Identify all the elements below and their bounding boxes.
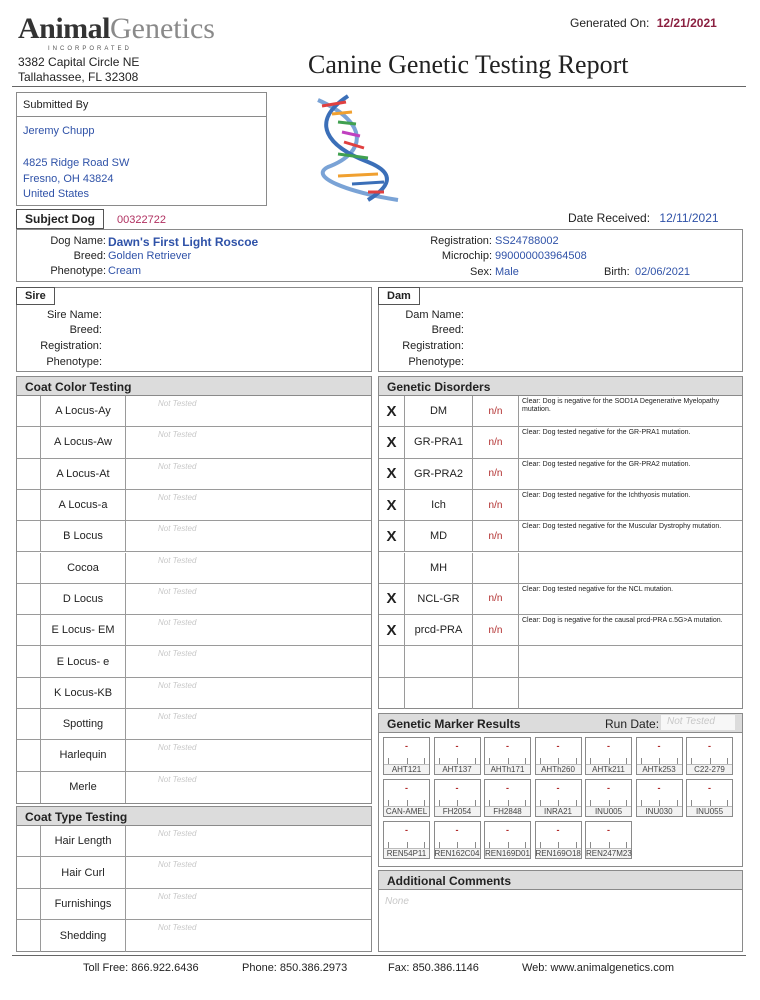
dam-registration-label: Registration: bbox=[402, 340, 464, 352]
marker-value: - bbox=[556, 825, 560, 835]
submitted-by-header: Submitted By bbox=[17, 93, 266, 117]
check-cell bbox=[17, 740, 41, 770]
marker-cell bbox=[535, 821, 582, 859]
coat-type-header: Coat Type Testing bbox=[16, 806, 372, 826]
logo-animal: Animal bbox=[18, 12, 111, 45]
check-cell bbox=[17, 553, 41, 583]
marker-value: - bbox=[708, 741, 711, 751]
test-name: A Locus-Ay bbox=[41, 396, 126, 426]
test-row bbox=[17, 740, 371, 771]
test-row bbox=[17, 553, 371, 584]
test-result: Not Tested bbox=[158, 891, 197, 901]
disorder-row bbox=[379, 490, 742, 521]
company-address-line2: Tallahassee, FL 32308 bbox=[18, 70, 139, 84]
generated-on bbox=[570, 16, 717, 30]
test-row bbox=[17, 678, 371, 709]
test-result: Not Tested bbox=[158, 399, 197, 408]
generated-label: Generated On: bbox=[570, 16, 650, 30]
check-cell bbox=[17, 521, 41, 551]
tested-mark: X bbox=[379, 427, 405, 457]
test-row bbox=[17, 920, 371, 951]
check-cell bbox=[17, 826, 41, 856]
marker-cell bbox=[636, 737, 683, 775]
disorder-row bbox=[379, 615, 742, 646]
dog-name-value: Dawn's First Light Roscoe bbox=[108, 235, 259, 249]
marker-value: - bbox=[405, 741, 408, 751]
test-name: Spotting bbox=[41, 709, 126, 739]
disorder-row bbox=[379, 459, 742, 490]
check-cell bbox=[17, 459, 41, 489]
disorder-result: n/n bbox=[473, 584, 519, 614]
marker-name: C22-279 bbox=[687, 764, 732, 774]
marker-name: AHTh260 bbox=[536, 764, 581, 774]
marker-name: INRA21 bbox=[536, 806, 581, 816]
sire-phenotype-label: Phenotype: bbox=[46, 356, 102, 368]
phenotype-value: Cream bbox=[108, 265, 142, 277]
test-row bbox=[17, 459, 371, 490]
check-cell bbox=[17, 920, 41, 951]
check-cell bbox=[17, 427, 41, 457]
marker-cell bbox=[686, 737, 733, 775]
subject-dog-id: 00322722 bbox=[117, 214, 166, 226]
test-name: A Locus-Aw bbox=[41, 427, 126, 457]
run-date-label: Run Date: bbox=[605, 717, 660, 731]
test-result: Not Tested bbox=[158, 774, 197, 784]
dam-name-label: Dam Name: bbox=[405, 309, 464, 321]
coat-color-header: Coat Color Testing bbox=[16, 376, 372, 396]
genetic-markers-box bbox=[378, 733, 743, 867]
dog-name-label: Dog Name: bbox=[50, 235, 106, 247]
marker-value: - bbox=[455, 825, 459, 835]
date-received bbox=[568, 211, 719, 225]
disorder-note: Clear: Dog tested negative for the GR-PRA2 mutation. bbox=[522, 460, 691, 468]
genetic-markers-header bbox=[378, 713, 743, 733]
marker-name: AHT137 bbox=[435, 764, 480, 774]
marker-cell bbox=[585, 779, 632, 817]
dam-phenotype-label: Phenotype: bbox=[408, 356, 464, 368]
disorder-name bbox=[405, 678, 473, 709]
disorder-note: Clear: Dog tested negative for the GR-PRA1 mutation. bbox=[522, 429, 691, 437]
registration-value: SS24788002 bbox=[495, 235, 559, 247]
marker-cell bbox=[434, 737, 481, 775]
disorder-row bbox=[379, 584, 742, 615]
report-title: Canine Genetic Testing Report bbox=[308, 50, 629, 79]
test-name: A Locus-At bbox=[41, 459, 126, 489]
disorder-note bbox=[519, 553, 744, 583]
marker-value: - bbox=[506, 825, 509, 835]
test-name: Furnishings bbox=[41, 889, 126, 919]
test-row bbox=[17, 826, 371, 857]
disorder-result bbox=[473, 646, 519, 676]
marker-cell bbox=[535, 737, 582, 775]
disorder-result bbox=[473, 553, 519, 583]
test-row bbox=[17, 646, 371, 677]
disorder-row bbox=[379, 553, 742, 584]
disorder-name: MD bbox=[405, 521, 473, 551]
birth-value: 02/06/2021 bbox=[635, 266, 691, 278]
disorder-name: MH bbox=[405, 553, 473, 583]
disorder-row bbox=[379, 521, 742, 552]
generated-date: 12/21/2021 bbox=[656, 16, 717, 30]
disorder-result: n/n bbox=[473, 521, 519, 551]
sex-label: Sex: bbox=[469, 266, 492, 278]
check-cell bbox=[17, 889, 41, 919]
marker-name: REN162C04 bbox=[434, 849, 480, 858]
check-cell bbox=[17, 615, 41, 645]
test-result: Not Tested bbox=[158, 492, 197, 502]
submitter-name: Jeremy Chupp bbox=[23, 125, 95, 137]
marker-value: - bbox=[657, 741, 661, 751]
marker-value: - bbox=[405, 783, 408, 793]
check-cell bbox=[17, 584, 41, 614]
check-cell bbox=[17, 857, 41, 887]
disorder-row bbox=[379, 646, 742, 677]
test-row bbox=[17, 427, 371, 458]
marker-name: AHT121 bbox=[384, 764, 429, 774]
logo-genetics: Genetics bbox=[110, 12, 215, 45]
test-name: Harlequin bbox=[41, 740, 126, 770]
test-name: Merle bbox=[41, 772, 126, 803]
phenotype-label: Phenotype: bbox=[50, 265, 106, 277]
marker-cell bbox=[535, 779, 582, 817]
test-row bbox=[17, 396, 371, 427]
marker-name: INU005 bbox=[586, 806, 631, 816]
marker-value: - bbox=[556, 783, 560, 793]
genetic-disorders-table bbox=[378, 396, 743, 709]
marker-value: - bbox=[556, 741, 560, 751]
tested-mark: X bbox=[379, 584, 405, 614]
dam-box bbox=[378, 287, 743, 372]
microchip-label: Microchip: bbox=[441, 250, 492, 262]
test-name: Cocoa bbox=[41, 553, 126, 583]
marker-value: - bbox=[607, 783, 610, 793]
test-result: Not Tested bbox=[158, 555, 197, 565]
company-logo bbox=[18, 12, 258, 52]
marker-cell bbox=[484, 821, 531, 859]
marker-cell bbox=[434, 779, 481, 817]
test-result: Not Tested bbox=[158, 618, 197, 628]
comments-header: Additional Comments bbox=[378, 870, 743, 890]
disorder-name: Ich bbox=[405, 490, 473, 520]
breed-label: Breed: bbox=[73, 250, 106, 262]
marker-name: FH2054 bbox=[435, 806, 480, 816]
date-received-value: 12/11/2021 bbox=[659, 211, 719, 225]
test-result: Not Tested bbox=[158, 860, 197, 870]
disorder-name: prcd-PRA bbox=[405, 615, 473, 645]
test-result: Not Tested bbox=[158, 649, 197, 659]
microchip-value: 990000003964508 bbox=[495, 250, 587, 262]
test-row bbox=[17, 584, 371, 615]
test-name: D Locus bbox=[41, 584, 126, 614]
disorder-name: GR-PRA2 bbox=[405, 459, 473, 489]
test-name: E Locus- e bbox=[41, 646, 126, 676]
marker-name: REN247M23 bbox=[586, 849, 632, 858]
test-row bbox=[17, 615, 371, 646]
tested-mark: X bbox=[379, 396, 405, 426]
marker-value: - bbox=[455, 741, 459, 751]
disorder-note bbox=[519, 678, 744, 709]
dna-helix-icon bbox=[308, 92, 408, 204]
test-result: Not Tested bbox=[158, 430, 197, 440]
submitter-street: 4825 Ridge Road SW bbox=[23, 157, 130, 169]
check-cell bbox=[17, 396, 41, 426]
test-name: E Locus- EM bbox=[41, 615, 126, 645]
marker-cell bbox=[636, 779, 683, 817]
test-row bbox=[17, 889, 371, 920]
company-address-line1: 3382 Capital Circle NE bbox=[18, 55, 140, 69]
logo-incorporated: INCORPORATED bbox=[48, 46, 132, 52]
marker-value: - bbox=[607, 741, 610, 751]
marker-value: - bbox=[708, 783, 711, 793]
sire-box bbox=[16, 287, 372, 372]
tested-mark: X bbox=[379, 490, 405, 520]
test-name: K Locus-KB bbox=[41, 678, 126, 708]
check-cell bbox=[17, 772, 41, 803]
tested-mark: X bbox=[379, 521, 405, 551]
marker-value: - bbox=[506, 741, 509, 751]
test-result: Not Tested bbox=[158, 586, 197, 596]
test-result: Not Tested bbox=[158, 712, 197, 721]
test-result: Not Tested bbox=[158, 829, 197, 838]
test-result: Not Tested bbox=[158, 524, 197, 534]
disorder-result: n/n bbox=[473, 490, 519, 520]
marker-cell bbox=[434, 821, 481, 859]
test-name: B Locus bbox=[41, 521, 126, 551]
disorder-note: Clear: Dog tested negative for the Muscular Dystrophy mutation. bbox=[522, 523, 722, 531]
disorder-note: Clear: Dog is negative for the causal prcd-PRA c.5G>A mutation. bbox=[522, 617, 723, 625]
check-cell bbox=[17, 490, 41, 520]
marker-name: REN169O18 bbox=[535, 849, 581, 858]
test-result: Not Tested bbox=[158, 743, 197, 753]
disorder-row bbox=[379, 678, 742, 709]
test-result: Not Tested bbox=[158, 461, 197, 471]
footer-toll-free: Toll Free: 866.922.6436 bbox=[83, 962, 199, 974]
disorder-note: Clear: Dog tested negative for the NCL mutation. bbox=[522, 585, 674, 593]
marker-name: CAN-AMEL bbox=[385, 807, 428, 816]
disorder-result: n/n bbox=[473, 459, 519, 489]
marker-name: FH2848 bbox=[485, 806, 530, 816]
check-cell bbox=[17, 709, 41, 739]
marker-value: - bbox=[657, 783, 661, 793]
disorder-note bbox=[519, 646, 744, 676]
marker-cell bbox=[585, 821, 632, 859]
disorder-result bbox=[473, 678, 519, 709]
genetic-disorders-header: Genetic Disorders bbox=[378, 376, 743, 396]
disorder-row bbox=[379, 427, 742, 458]
tested-mark bbox=[379, 646, 405, 676]
disorder-name bbox=[405, 646, 473, 676]
marker-cell bbox=[585, 737, 632, 775]
disorder-result: n/n bbox=[473, 427, 519, 457]
marker-cell bbox=[484, 779, 531, 817]
test-name: Hair Curl bbox=[41, 857, 126, 887]
marker-value: - bbox=[607, 825, 610, 835]
subject-dog-tab: Subject Dog bbox=[16, 209, 104, 229]
marker-cell bbox=[383, 779, 430, 817]
footer-fax: Fax: 850.386.1146 bbox=[388, 962, 479, 974]
footer-rule bbox=[12, 955, 746, 956]
disorder-name: NCL-GR bbox=[405, 584, 473, 614]
sex-value: Male bbox=[495, 266, 519, 278]
marker-name: AHTk211 bbox=[586, 764, 631, 774]
disorder-row bbox=[379, 396, 742, 427]
run-date-value: Not Tested bbox=[661, 715, 735, 730]
marker-cell bbox=[383, 737, 430, 775]
test-row bbox=[17, 490, 371, 521]
check-cell bbox=[17, 646, 41, 676]
sire-registration-label: Registration: bbox=[40, 340, 102, 352]
marker-value: - bbox=[506, 783, 509, 793]
test-row bbox=[17, 772, 371, 803]
coat-type-table bbox=[16, 826, 372, 952]
submitter-city: Fresno, OH 43824 bbox=[23, 173, 114, 185]
test-row bbox=[17, 709, 371, 740]
marker-name: INU030 bbox=[637, 806, 682, 816]
marker-cell bbox=[383, 821, 430, 859]
genetic-markers-title: Genetic Marker Results bbox=[387, 717, 521, 731]
check-cell bbox=[17, 678, 41, 708]
disorder-result: n/n bbox=[473, 615, 519, 645]
test-row bbox=[17, 857, 371, 888]
test-name: Hair Length bbox=[41, 826, 126, 856]
marker-name: AHTk253 bbox=[637, 764, 682, 774]
marker-name: AHTh171 bbox=[485, 764, 530, 774]
disorder-note: Clear: Dog tested negative for the Ichthyosis mutation. bbox=[522, 491, 691, 499]
tested-mark: X bbox=[379, 459, 405, 489]
footer-phone: Phone: 850.386.2973 bbox=[242, 962, 348, 974]
coat-color-table bbox=[16, 396, 372, 804]
submitted-by-box bbox=[16, 92, 267, 206]
dam-breed-label: Breed: bbox=[431, 324, 464, 336]
sire-name-label: Sire Name: bbox=[46, 309, 102, 321]
disorder-name: DM bbox=[405, 396, 473, 426]
test-row bbox=[17, 521, 371, 552]
marker-name: REN169D01 bbox=[485, 849, 530, 858]
test-result: Not Tested bbox=[158, 923, 197, 933]
tested-mark: X bbox=[379, 615, 405, 645]
tested-mark bbox=[379, 553, 405, 583]
marker-cell bbox=[686, 779, 733, 817]
test-result: Not Tested bbox=[158, 680, 197, 690]
comments-box bbox=[378, 890, 743, 952]
dam-tab: Dam bbox=[378, 287, 420, 305]
disorder-result: n/n bbox=[473, 396, 519, 426]
date-received-label: Date Received: bbox=[568, 211, 651, 225]
submitter-country: United States bbox=[23, 188, 90, 200]
test-name: Shedding bbox=[41, 920, 126, 951]
registration-label: Registration: bbox=[430, 235, 492, 247]
comments-text: None bbox=[385, 896, 409, 907]
sire-tab: Sire bbox=[16, 287, 55, 305]
marker-value: - bbox=[455, 783, 459, 793]
marker-cell bbox=[484, 737, 531, 775]
subject-dog-box bbox=[16, 229, 743, 282]
marker-name: INU055 bbox=[687, 806, 732, 816]
breed-value: Golden Retriever bbox=[108, 250, 192, 262]
header-rule bbox=[12, 86, 746, 87]
disorder-name: GR-PRA1 bbox=[405, 427, 473, 457]
footer-web: Web: www.animalgenetics.com bbox=[522, 962, 675, 974]
tested-mark bbox=[379, 678, 405, 709]
marker-name: REN54P11 bbox=[384, 848, 429, 858]
birth-label: Birth: bbox=[604, 266, 630, 278]
marker-value: - bbox=[405, 825, 408, 835]
disorder-note: Clear: Dog is negative for the SOD1A Degenerative Myelopathy mutation. bbox=[522, 398, 720, 414]
sire-breed-label: Breed: bbox=[69, 324, 102, 336]
test-name: A Locus-a bbox=[41, 490, 126, 520]
